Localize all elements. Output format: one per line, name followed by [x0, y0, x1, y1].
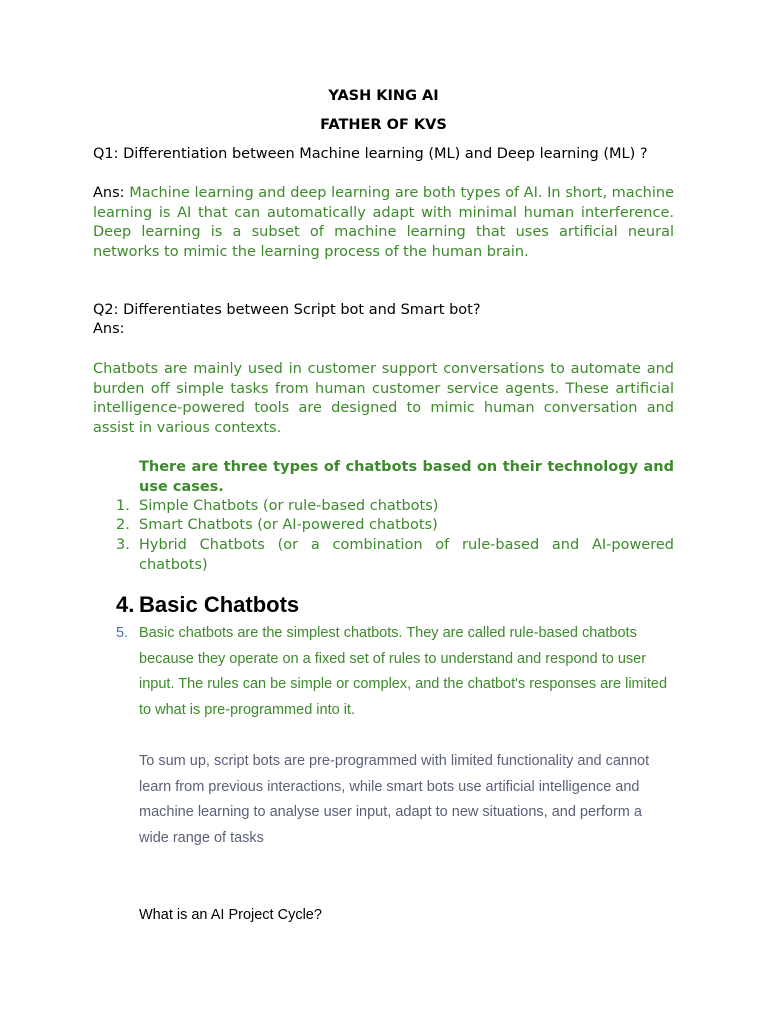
document-title: YASH KING AI	[328, 88, 439, 104]
answer-2-paragraph: Chatbots are mainly used in customer support conversations to automate and burden off simple tasks from human customer service agents. These artificial intelligence-powered tools are designed to mimic human conversation and assist in various contexts.	[93, 361, 674, 436]
document-subtitle: FATHER OF KVS	[320, 117, 447, 133]
list-item-text: Simple Chatbots (or rule-based chatbots)	[139, 498, 439, 514]
list-item-number: 3.	[116, 537, 130, 553]
list-item-text: Hybrid Chatbots (or a combination of rule-based and AI-powered chatbots)	[139, 537, 674, 573]
answer-2-label: Ans:	[93, 321, 125, 337]
question-1: Q1: Differentiation between Machine learning (ML) and Deep learning (ML) ?	[93, 146, 648, 162]
summary-paragraph: To sum up, script bots are pre-programmed with limited functionality and cannot learn from previous interactions, while smart bots use artificial intelligence and machine learning to analyse user input, adapt to new situations, and perform a wide range of tasks	[139, 753, 650, 846]
heading-number: 4.	[116, 592, 135, 617]
heading-text: Basic Chatbots	[139, 592, 300, 617]
answer-1-label: Ans:	[93, 185, 130, 201]
ai-project-cycle-question: What is an AI Project Cycle?	[139, 907, 322, 923]
list-item-text: Smart Chatbots (or AI-powered chatbots)	[139, 517, 438, 533]
question-2: Q2: Differentiates between Script bot and Smart bot?	[93, 302, 481, 318]
item-number: 5.	[116, 625, 129, 641]
list-item-number: 2.	[116, 517, 130, 533]
answer-1	[93, 184, 674, 262]
answer-1-text: Machine learning and deep learning are both types of AI. In short, machine learning is AI that can automatically adapt with minimal human interference. Deep learning is a subset of machine learning that uses artificial neural networks to mimic the learning process of the human brain.	[93, 185, 674, 260]
item-text: Basic chatbots are the simplest chatbots. They are called rule-based chatbots because they operate on a fixed set of rules to understand and respond to user input. The rules can be simple or complex, and the chatbot's responses are limited to what is pre-programmed into it.	[139, 625, 668, 718]
chatbot-types-heading: There are three types of chatbots based on their technology and use cases.	[139, 459, 674, 495]
list-item-number: 1.	[116, 498, 130, 514]
